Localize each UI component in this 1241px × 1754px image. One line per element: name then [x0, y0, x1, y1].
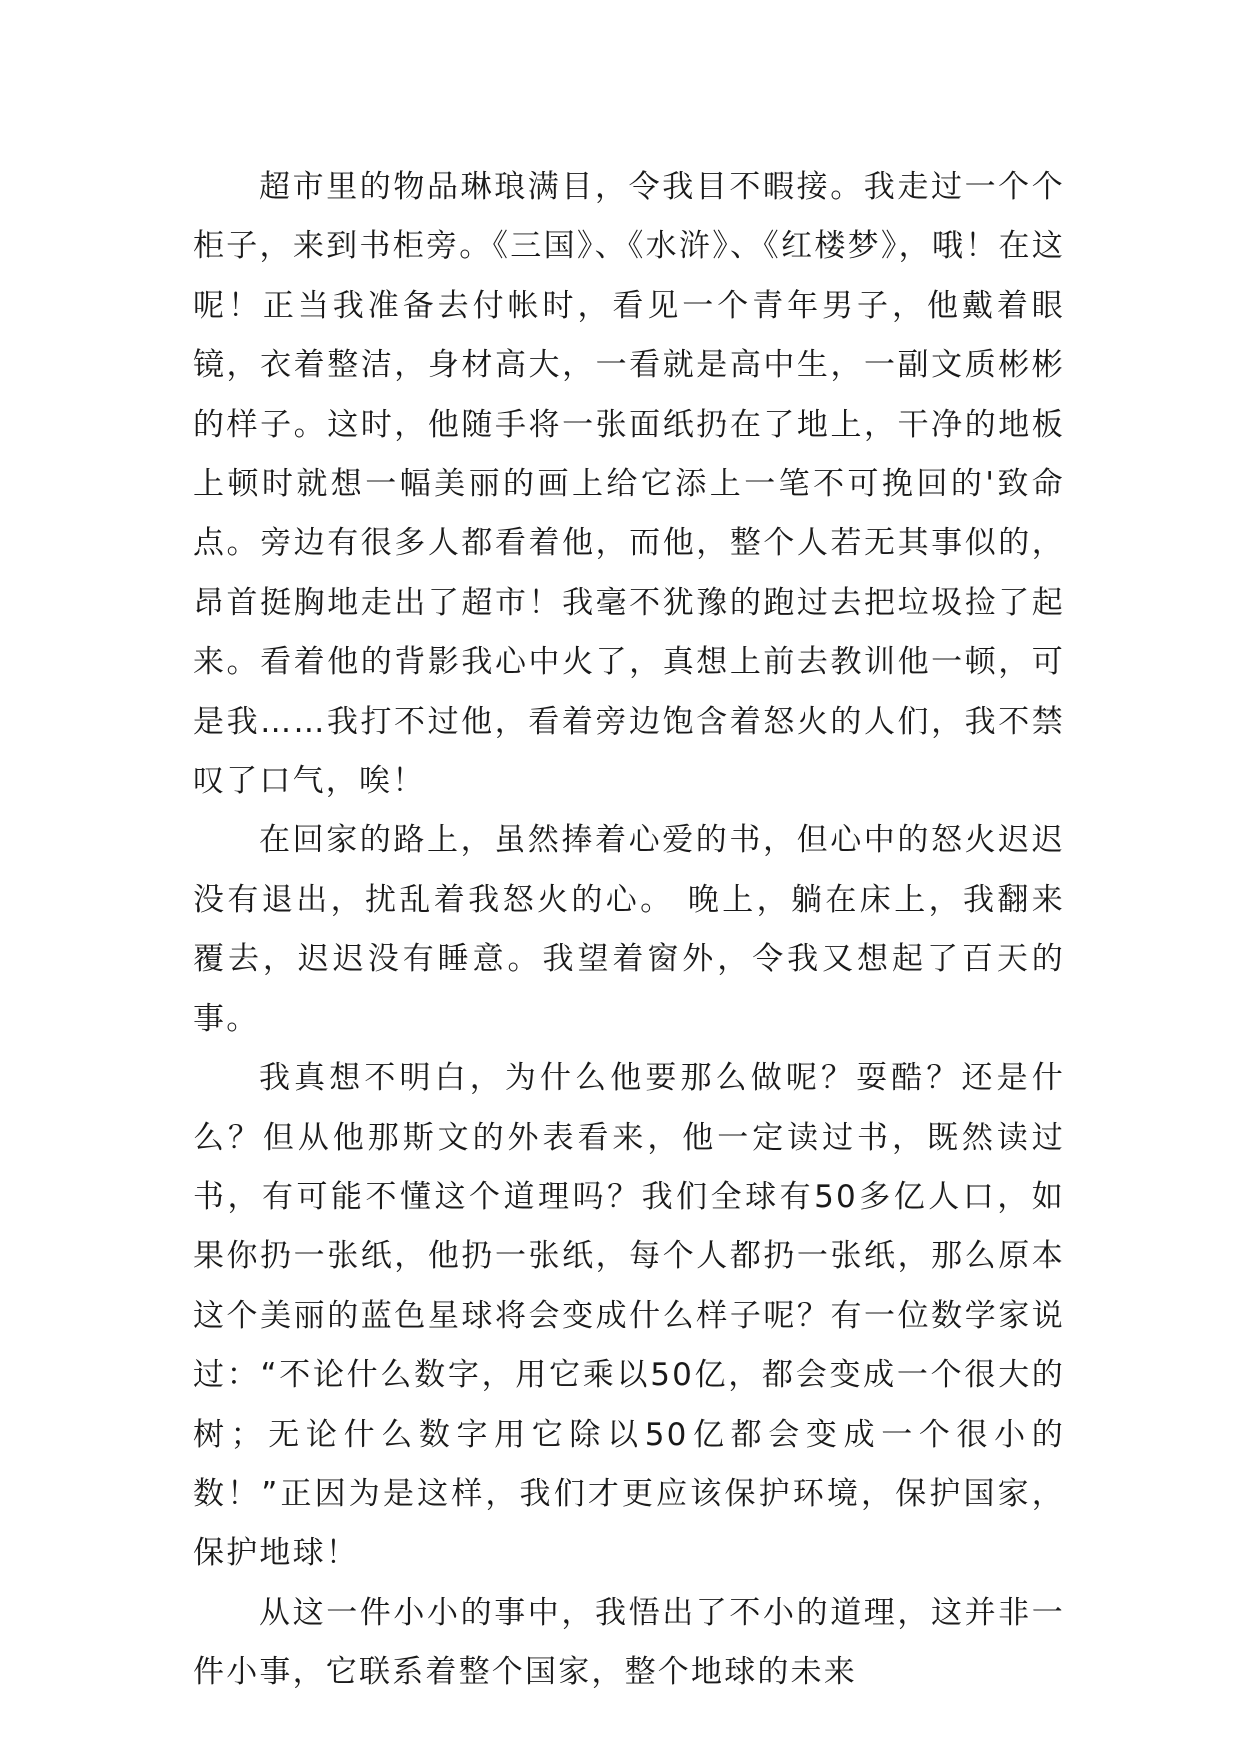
document-body	[193, 158, 1065, 1703]
paragraph-3: 我真想不明白，为什么他要那么做呢？耍酷？还是什么？但从他那斯文的外表看来，他一定读过书，既然读过书，有可能不懂这个道理吗？我们全球有50多亿人口，如果你扔一张纸，他扔一张纸，每个人都扔一张纸，那么原本这个美丽的蓝色星球将会变成什么样子呢？有一位数学家说过：“不论什么数字，用它乘以50亿，都会变成一个很大的树；无论什么数字用它除以50亿都会变成一个很小的数！”正因为是这样，我们才更应该保护环境，保护国家，保护地球！	[193, 1060, 1065, 1572]
paragraph-1: 超市里的物品琳琅满目，令我目不暇接。我走过一个个柜子，来到书柜旁。《三国》、《水浒》、《红楼梦》，哦！在这呢！正当我准备去付帐时，看见一个青年男子，他戴着眼镜，衣着整洁，身材高大，一看就是高中生，一副文质彬彬的样子。这时，他随手将一张面纸扔在了地上，干净的地板上顿时就想一幅美丽的画上给它添上一笔不可挽回的'致命点。旁边有很多人都看着他，而他，整个人若无其事似的，昂首挺胸地走出了超市！我毫不犹豫的跑过去把垃圾捡了起来。看着他的背影我心中火了，真想上前去教训他一顿，可是我……我打不过他，看着旁边饱含着怒火的人们，我不禁叹了口气，唉！	[193, 169, 1065, 800]
paragraph-4: 从这一件小小的事中，我悟出了不小的道理，这并非一件小事，它联系着整个国家，整个地球的未来	[193, 1594, 1065, 1691]
paragraph-2: 在回家的路上，虽然捧着心爱的书，但心中的怒火迟迟没有退出，扰乱着我怒火的心。 晚上，躺在床上，我翻来覆去，迟迟没有睡意。我望着窗外，令我又想起了百天的事。	[193, 822, 1065, 1037]
